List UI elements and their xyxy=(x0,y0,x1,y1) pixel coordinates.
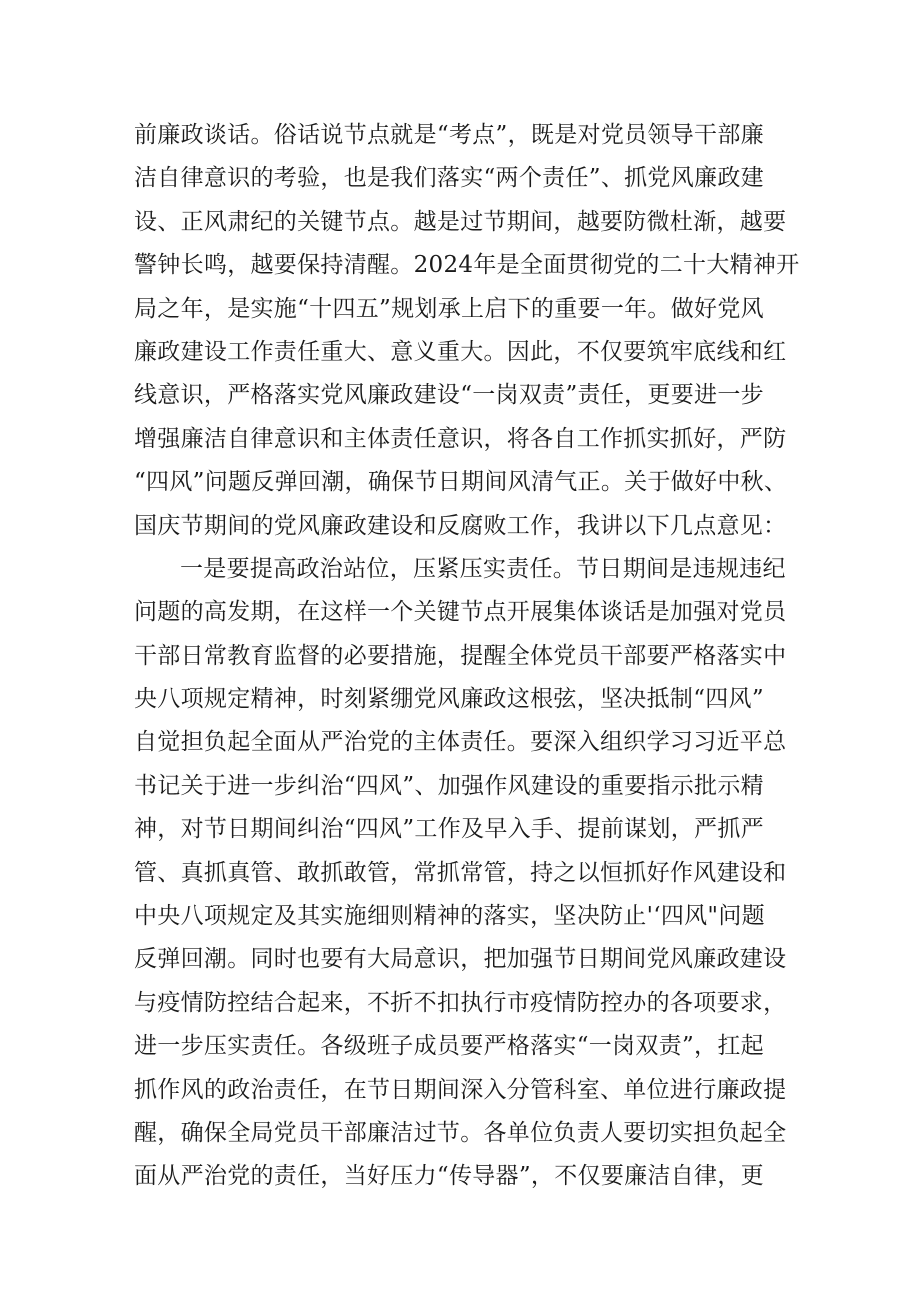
text-line: 神，对节日期间纠治“四风”工作及早入手、提前谋划，严抓严 xyxy=(134,816,764,843)
text-line: 国庆节期间的党风廉政建设和反腐败工作，我讲以下几点意见： xyxy=(134,512,787,539)
text-line: 反弹回潮。同时也要有大局意识，把加强节日期间党风廉政建设 xyxy=(134,946,787,973)
body-text xyxy=(134,114,800,1199)
text-line: 书记关于进一步纠治“四风”、加强作风建设的重要指示批示精 xyxy=(134,772,764,799)
text-line: 管、真抓真管、敢抓敢管，常抓常管，持之以恒抓好作风建设和 xyxy=(134,859,787,886)
text-line: 警钟长鸣，越要保持清醒。2024年是全面贯彻党的二十大精神开 xyxy=(134,252,800,279)
text-line: 前廉政谈话。俗话说节点就是“考点”，既是对党员领导干部廉 xyxy=(134,122,764,148)
text-line: 洁自律意识的考验，也是我们落实“两个责任”、抓党风廉政建 xyxy=(134,165,764,192)
text-line: 设、正风肃纪的关键节点。越是过节期间，越要防微杜渐，越要 xyxy=(134,208,787,235)
text-line: 面从严治党的责任，当好压力“传导器”，不仅要廉洁自律，更 xyxy=(134,1163,764,1190)
text-line: 线意识，严格落实党风廉政建设“一岗双责”责任，更要进一步 xyxy=(134,382,764,409)
text-line: 局之年，是实施“十四五”规划承上启下的重要一年。做好党风 xyxy=(134,295,764,322)
text-line: 增强廉洁自律意识和主体责任意识，将各自工作抓实抓好，严防 xyxy=(134,425,787,452)
text-line: 问题的高发期，在这样一个关键节点开展集体谈话是加强对党员 xyxy=(134,599,787,626)
text-line: 中央八项规定及其实施细则精神的落实，坚决防止'‘四风"问题 xyxy=(134,903,765,930)
text-line: 与疫情防控结合起来，不折不扣执行市疫情防控办的各项要求， xyxy=(134,989,787,1016)
paragraph-first-line: 一是要提高政治站位，压紧压实责任。节日期间是违规违纪 xyxy=(180,555,786,582)
text-line: 央八项规定精神，时刻紧绷党风廉政这根弦，坚决抵制“四风” xyxy=(134,686,764,713)
text-line: “四风”问题反弹回潮，确保节日期间风清气正。关于做好中秋、 xyxy=(134,469,788,496)
text-line: 醒，确保全局党员干部廉洁过节。各单位负责人要切实担负起全 xyxy=(134,1119,787,1146)
text-line: 进一步压实责任。各级班子成员要严格落实“一岗双责”，扛起 xyxy=(134,1033,764,1060)
text-line: 干部日常教育监督的必要措施，提醒全体党员干部要严格落实中 xyxy=(134,642,787,669)
text-line: 廉政建设工作责任重大、意义重大。因此，不仅要筑牢底线和红 xyxy=(134,338,787,365)
text-line: 抓作风的政治责任，在节日期间深入分管科室、单位进行廉政提 xyxy=(134,1076,787,1103)
text-line: 自觉担负起全面从严治党的主体责任。要深入组织学习习近平总 xyxy=(134,729,787,756)
